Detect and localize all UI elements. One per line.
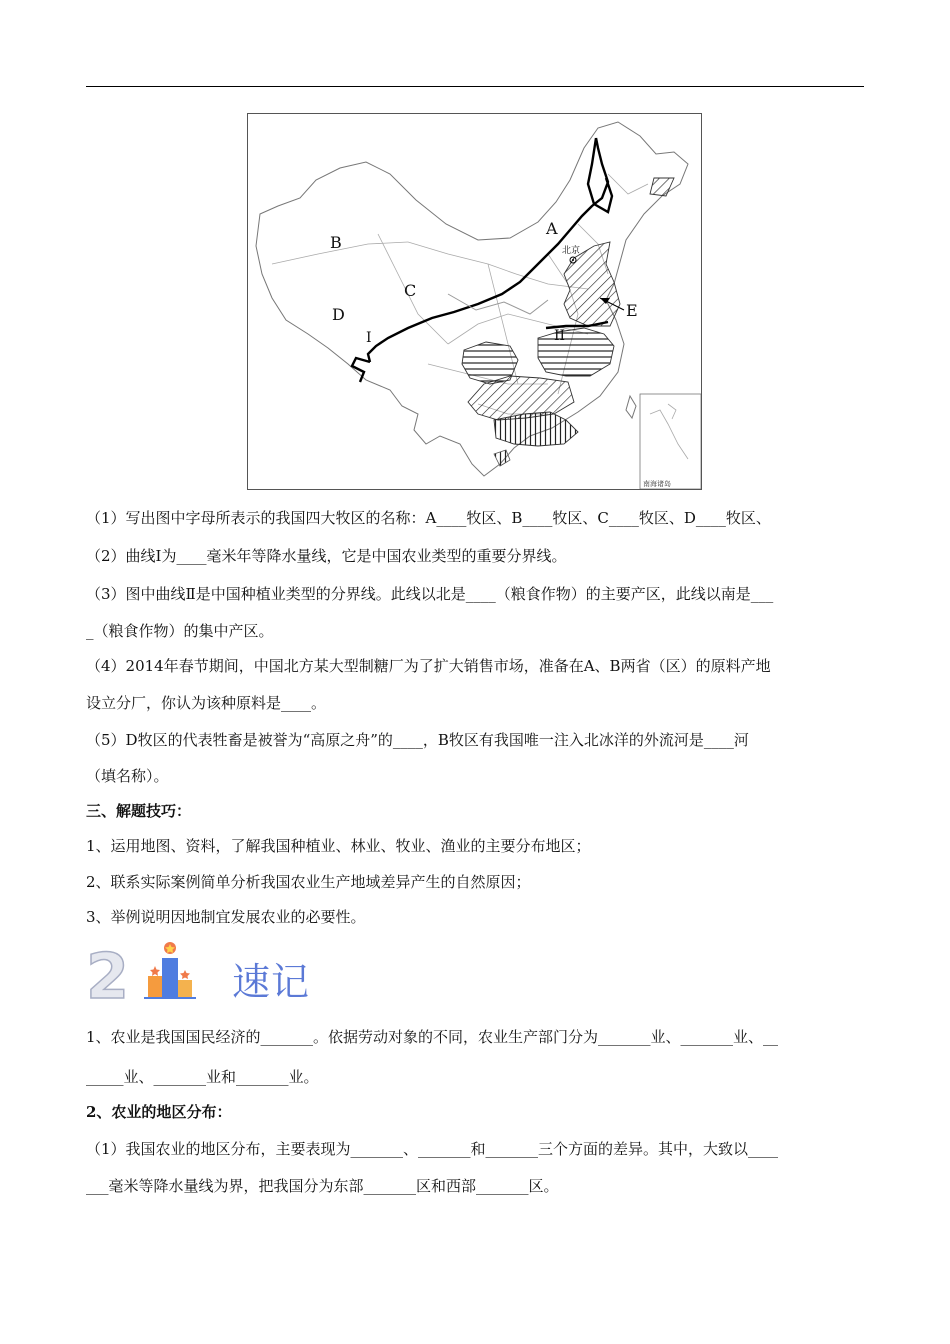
region-northeast (650, 178, 674, 196)
question-1: （1）写出图中字母所表示的我国四大牧区的名称：A____牧区、B____牧区、C____牧区、D____牧区、 (86, 509, 771, 527)
label-e: E (626, 301, 638, 320)
region-yangtze (538, 328, 614, 376)
badge-title: 速记 (232, 960, 311, 1004)
label-beijing: 北京 (562, 246, 581, 256)
china-agriculture-map (247, 113, 702, 490)
china-outline (256, 122, 688, 476)
south-china-sea-inset (640, 394, 701, 489)
tips-heading: 三、解题技巧： (86, 802, 192, 820)
note-2-1: （1）我国农业的地区分布，主要表现为_______、_______和_______三个方面的差异。其中，大致以____ (86, 1140, 779, 1158)
header-rule (86, 86, 864, 87)
tip-3: 3、举例说明因地制宜发展农业的必要性。 (86, 908, 366, 926)
badge-number: 2 (86, 940, 130, 1006)
question-3: （3）图中曲线Ⅱ是中国种植业类型的分界线。此线以北是____（粮食作物）的主要产区，此线以南是___ (86, 585, 774, 603)
note-1: 1、农业是我国国民经济的_______。依据劳动对象的不同，农业生产部门分为_______业、_______业、__ (86, 1028, 779, 1046)
label-curve-ii: II (554, 328, 566, 344)
label-b: B (330, 233, 342, 252)
inset-label: 南海诸岛 (643, 480, 671, 488)
note-1-cont: _____业、_______业和_______业。 (86, 1068, 319, 1086)
label-d: D (332, 305, 345, 324)
label-curve-i: I (366, 330, 372, 346)
tip-2: 2、联系实际案例简单分析我国农业生产地域差异产生的自然原因； (86, 873, 531, 891)
tip-1: 1、运用地图、资料，了解我国种植业、林业、牧业、渔业的主要分布地区； (86, 837, 591, 855)
question-4-cont: 设立分厂，你认为该种原料是____。 (86, 694, 327, 712)
question-3-cont: _（粮食作物）的集中产区。 (86, 622, 274, 640)
region-south-vert (494, 412, 578, 446)
question-5-cont: （填名称）。 (86, 767, 169, 785)
question-5: （5）D牧区的代表牲畜是被誉为“高原之舟”的____，B牧区有我国唯一注入北冰洋的外流河是____河 (86, 731, 749, 749)
note-2-1-cont: ___毫米等降水量线为界，把我国分为东部_______区和西部_______区。 (86, 1177, 559, 1195)
question-2: （2）曲线Ⅰ为____毫米年等降水量线，它是中国农业类型的重要分界线。 (86, 547, 567, 565)
label-a: A (546, 219, 558, 238)
podium-icon (86, 936, 226, 1006)
question-4: （4）2014年春节期间，中国北方某大型制糖厂为了扩大销售市场，准备在A、B两省（区）的原料产地 (86, 657, 771, 675)
label-c: C (404, 281, 417, 300)
note-heading-2: 2、农业的地区分布： (86, 1103, 232, 1121)
